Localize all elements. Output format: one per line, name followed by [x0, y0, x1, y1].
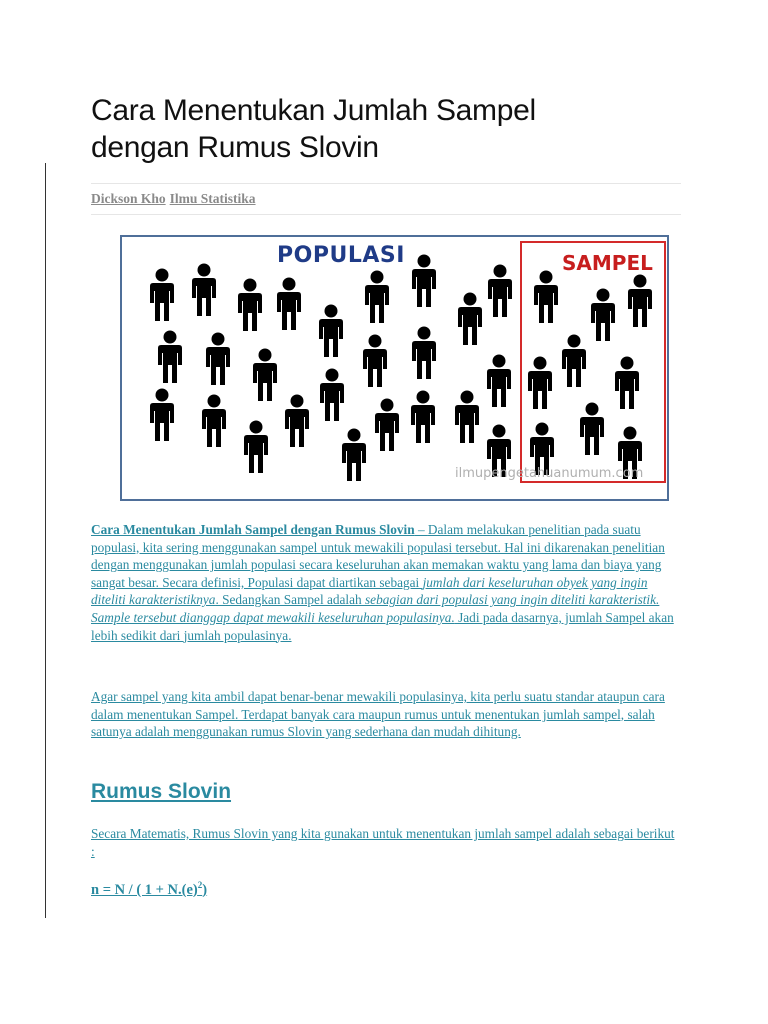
slovin-formula	[91, 880, 207, 899]
intro-lead: Cara Menentukan Jumlah Sampel dengan Rumus Slovin	[91, 522, 415, 537]
third-paragraph[interactable]: Secara Matematis, Rumus Slovin yang kita gunakan untuk menentukan jumlah sampel adalah sebagai berikut :	[91, 826, 675, 859]
population-sample-figure	[120, 235, 669, 501]
byline	[91, 183, 681, 215]
intro-text-2: . Sedangkan Sampel adalah	[215, 592, 365, 608]
article-title	[91, 92, 691, 166]
category-link[interactable]: Ilmu Statistika	[169, 191, 256, 206]
sample-box	[520, 241, 666, 483]
formula-main: n = N / ( 1 + N.(e)	[91, 881, 198, 898]
population-label: POPULASI	[277, 243, 405, 268]
section-heading[interactable]: Rumus Slovin	[91, 780, 232, 803]
author-link[interactable]: Dickson Kho	[91, 191, 166, 206]
population-people	[150, 255, 512, 482]
formula-close: )	[202, 881, 208, 898]
sample-label: SAMPEL	[562, 251, 653, 275]
intro-text-3: Jadi pada dasarnya, jumlah Sampel akan lebih sedikit dari jumlah populasinya.	[91, 609, 674, 643]
intro-dash: –	[414, 522, 428, 537]
title-line-1: Cara Menentukan Jumlah Sampel	[91, 94, 536, 127]
intro-paragraph[interactable]	[91, 521, 681, 644]
formula-exponent: 2	[197, 880, 203, 890]
intro-text-1: Dalam melakukan penelitian pada suatu populasi, kita sering menggunakan sampel untuk mewakili populasi tersebut. Hal ini dikarenakan penelitian dengan menggunakan jumlah populasi secara keseluruhan akan memakan waktu yang lama dan biaya yang sangat besar. Secara definisi, Populasi dapat diartikan sebagai	[91, 522, 665, 590]
sample-definition: sebagian dari populasi yang ingin diteliti karakteristik. Sample tersebut dianggap dapat mewakili keseluruhan populasinya.	[91, 592, 660, 625]
watermark: ilmupengetahuanumum.com	[455, 466, 644, 481]
second-paragraph[interactable]: Agar sampel yang kita ambil dapat benar-benar mewakili populasinya, kita perlu suatu standar ataupun cara dalam menentukan Sampel. Terdapat banyak cara maupun rumus untuk menentukan jumlah sampel, salah satunya adalah menggunakan rumus Slovin yang sederhana dan mudah dihitung.	[91, 689, 665, 740]
left-margin-rule	[45, 163, 46, 918]
title-line-2: dengan Rumus Slovin	[91, 131, 379, 164]
population-definition: jumlah dari keseluruhan obyek yang ingin diteliti karakteristiknya	[91, 574, 648, 608]
